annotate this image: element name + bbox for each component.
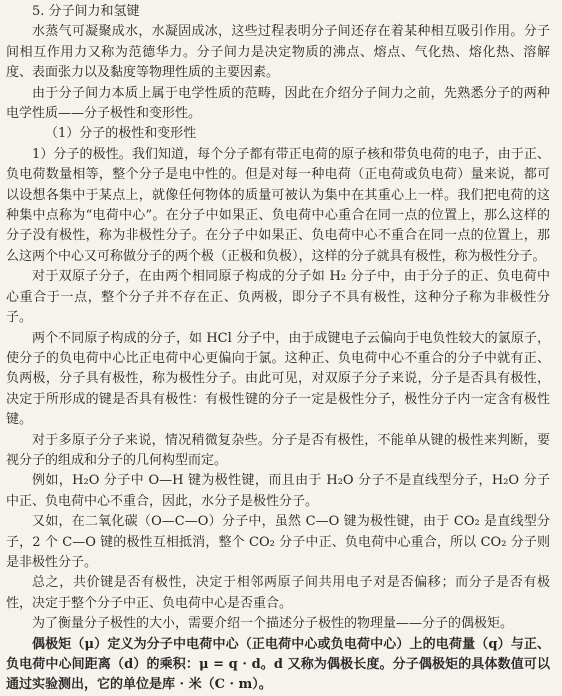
paragraph-molecular-polarity: 1）分子的极性。我们知道，每个分子都有带正电荷的原子核和带负电荷的电子，由于正、负电荷数量相等，整个分子是电中性的。但是对每一种电荷（正电荷或负电荷）量来说，都可以设想各集中于某点上，就像任何物体的质量可被认为集中在其重心上一样。我们把电荷的这种集中点称为“电荷中心”。在分子中如果正、负电荷中心重合在同一点的位置上，那么这样的分子没有极性，称为非极性分子。在分子中如果正、负电荷中心不重合在同一点的位置上，那么这两个中心又可称做分子的两个极（正极和负极），这样的分子就具有极性，称为极性分子。 — [6, 146, 550, 264]
paragraph-summary: 总之，共价键是否有极性，决定于相邻两原子间共用电子对是否偏移；而分子是否有极性，决定于整个分子中正、负电荷中心是否重合。 — [6, 575, 550, 611]
paragraph-electrical-properties: 由于分子间力本质上属于电学性质的范畴，因此在介绍分子间力之前，先熟悉分子的两种电学性质——分子极性和变形性。 — [6, 85, 550, 122]
paragraph-homonuclear-diatomic: 对于双原子分子，在由两个相同原子构成的分子如 H₂ 分子中，由于分子的正、负电荷中心重合于一点，整个分子并不存在正、负两极，即分子不具有极性，这种分子称为非极性分子。 — [6, 269, 550, 326]
paragraph-water-example: 例如，H₂O 分子中 O—H 键为极性键，而且由于 H₂O 分子不是直线型分子，H₂O 分子中正、负电荷中心不重合，因此，水分子是极性分子。 — [6, 473, 550, 509]
paragraph-polyatomic: 对于多原子分子来说，情况稍微复杂些。分子是否有极性，不能单从键的极性来判断，要视分子的组成和分子的几何构型而定。 — [6, 432, 550, 468]
paragraph-dipole-definition: 偶极矩（μ）定义为分子中电荷中心（正电荷中心或负电荷中心）上的电荷量（q）与正、负电荷中心间距离（d）的乘积：μ = q · d。d 又称为偶极长度。分子偶极矩的具体数值可以通过实验测出，它的单位是库 · 米（C · m）。 — [6, 636, 550, 693]
paragraph-intermolecular-forces: 水蒸气可凝聚成水，水凝固成冰，这些过程表明分子间还存在着某种相互吸引作用。分子间相互作用力又称为范德华力。分子间力是决定物质的沸点、熔点、气化热、熔化热、溶解度、表面张力以及黏度等物理性质的主要因素。 — [6, 24, 550, 81]
paragraph-dipole-intro: 为了衡量分子极性的大小，需要介绍一个描述分子极性的物理量——分子的偶极矩。 — [32, 616, 514, 632]
section-heading: 5. 分子间力和氢键 — [32, 4, 140, 19]
paragraph-heteronuclear-diatomic: 两个不同原子构成的分子，如 HCl 分子中，由于成键电子云偏向于电负性较大的氯原子，使分子的负电荷中心比正电荷中心更偏向于氯。这种正、负电荷中心不重合的分子中就有正、负两极，分子具有极性，称为极性分子。由此可见，对双原子分子来说，分子是否具有极性，决定于所形成的键是否具有极性：有极性键的分子一定是极性分子，极性分子内一定含有极性键。 — [6, 330, 550, 428]
paragraph-co2-example: 又如，在二氧化碳（O—C—O）分子中，虽然 C—O 键为极性键，由于 CO₂ 是直线型分子，2 个 C—O 键的极性互相抵消，整个 CO₂ 分子中正、负电荷中心重合，所以 CO₂ 分子则是非极性分子。 — [6, 514, 550, 570]
subsection-heading: （1）分子的极性和变形性 — [45, 126, 197, 142]
